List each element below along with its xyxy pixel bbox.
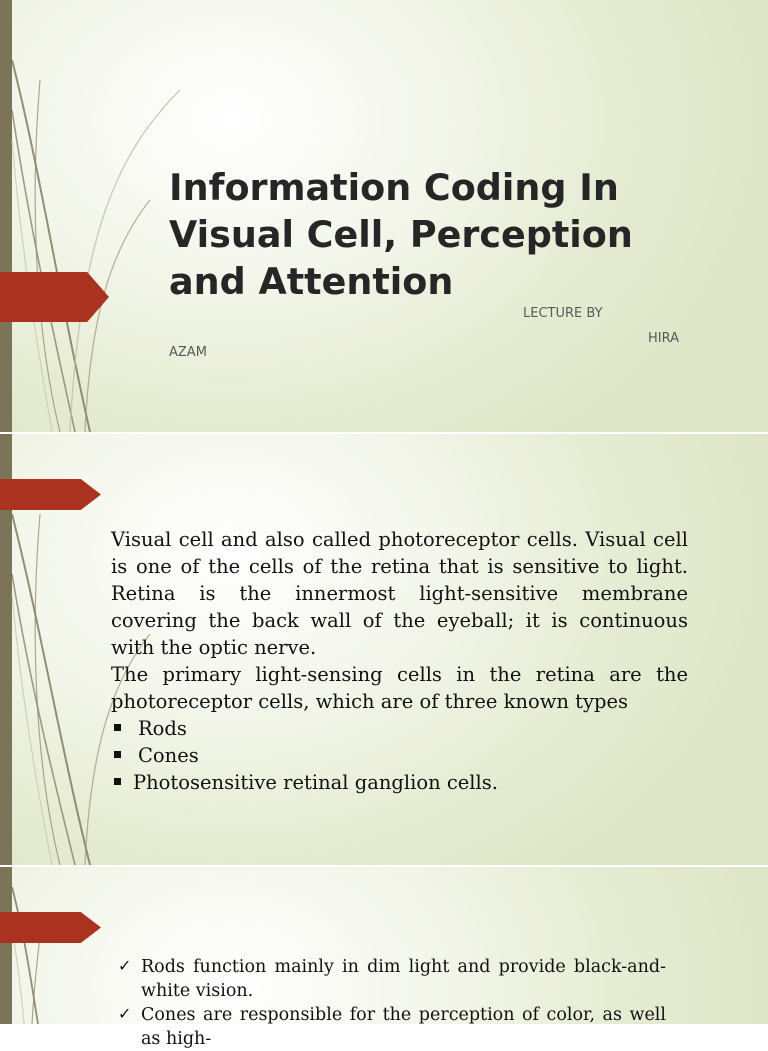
list-item-label: Rods	[138, 717, 187, 740]
slide-2-body	[111, 526, 688, 796]
square-bullet-icon	[114, 724, 121, 731]
photoreceptor-type-list	[111, 715, 688, 796]
accent-arrow-tab	[0, 479, 101, 510]
list-item	[111, 742, 688, 769]
slide-title: Information Coding In Visual Cell, Perception and Attention	[169, 166, 633, 303]
list-item-label: Cones are responsible for the perception of color, as well as high-	[141, 1005, 666, 1049]
subtitle-line-lecture-by: LECTURE BY	[523, 306, 603, 321]
slide-subtitle	[169, 303, 679, 364]
accent-arrow-tab	[0, 272, 109, 322]
slide-1	[0, 0, 768, 432]
accent-arrow-tab	[0, 912, 101, 943]
list-item	[111, 715, 688, 742]
list-item-label: Cones	[138, 744, 199, 767]
list-item	[118, 1003, 666, 1051]
checkmark-icon: ✓	[118, 956, 132, 975]
list-item	[111, 769, 688, 796]
square-bullet-icon	[114, 751, 121, 758]
check-list	[118, 955, 666, 1051]
subtitle-line-azam: AZAM	[169, 345, 207, 360]
list-item-label: Photosensitive retinal ganglion cells.	[133, 771, 498, 794]
slide-3-body	[118, 955, 666, 1051]
subtitle-line-hira: HIRA	[647, 331, 679, 346]
list-item	[118, 955, 666, 1003]
checkmark-icon: ✓	[118, 1004, 132, 1023]
paragraph-primary-cells: The primary light-sensing cells in the retina are the photoreceptor cells, which are of three known types	[111, 663, 688, 713]
list-item-label: Rods function mainly in dim light and provide black-and-white vision.	[141, 957, 666, 1001]
slide-3	[0, 867, 768, 1049]
square-bullet-icon	[114, 778, 121, 785]
slide-2	[0, 434, 768, 865]
paragraph-visual-cell: Visual cell and also called photoreceptor cells. Visual cell is one of the cells of the retina that is sensitive to light. Retina is the innermost light-sensitive membrane covering the back wall of the eyeball; it is continuous with the optic nerve.	[111, 528, 688, 659]
